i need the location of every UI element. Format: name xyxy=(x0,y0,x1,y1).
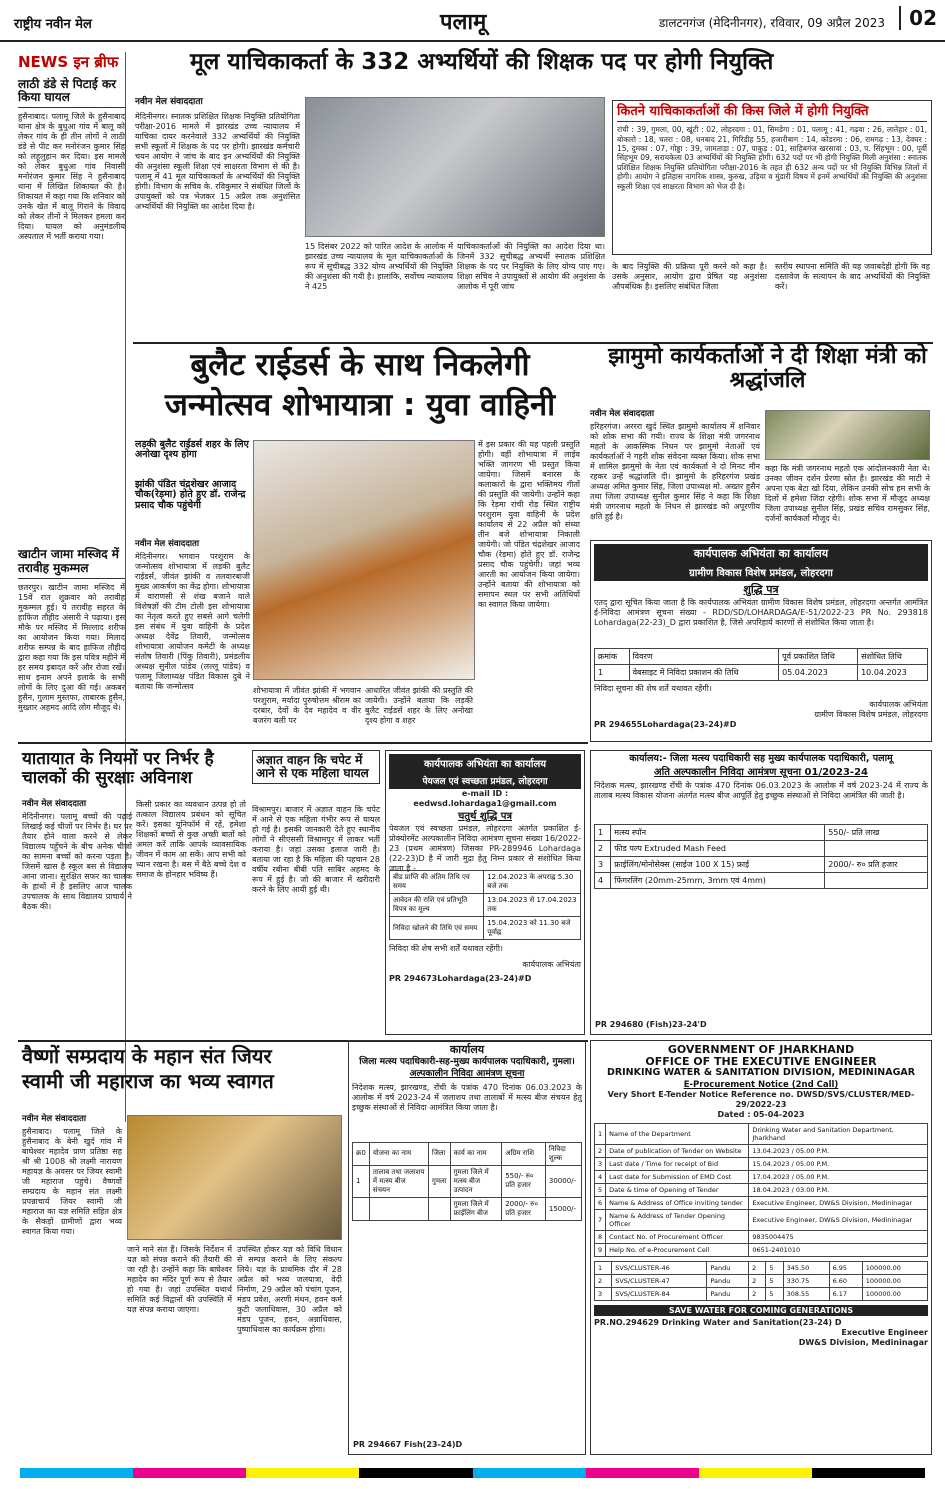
ad-rural-rest: निविदा सूचना की शेष शर्ते यथावत रहेंगी। xyxy=(594,684,712,694)
ad-fish-gumla-title-2: जिला मत्स्य पदाधिकारी-सह-मुख्य कार्यपालक पदाधिकारी, गुमला। xyxy=(359,1057,575,1068)
cell: क्र0 xyxy=(353,1142,370,1165)
cell: 7 xyxy=(595,1209,606,1230)
kicker-bullet-1: लड़की बुलैट राईडर्स शहर के लिए अनोखा दृश्य होगा xyxy=(135,439,249,461)
ad-rural-sign-1: कार्यपालक अभियंता xyxy=(869,700,928,710)
cell: 18.04.2023 / 03.00 P.M. xyxy=(749,1183,928,1196)
ad-dwsd-tender xyxy=(590,1040,932,1455)
cell: 2 xyxy=(749,1287,766,1300)
saint-col-2: जाने माने संत हैं। जिसके निर्देशन में यज्ञ को संपन्न कराने की तैयारी की जा रही है। उन्होंने कहा कि बाघेश्वर महादेव का मंदिर पूर्ण रूप से तैयार हो गया है। जहां उपस्थित यथार्थ समिति कई विद्वानों की उपस्थिति में यज्ञ संपन्न कराया जाएगा। xyxy=(127,1245,232,1314)
ad-water-title-2: पेयजल एवं स्वच्छता प्रमंडल, लोहरदगा xyxy=(389,772,581,789)
byline-bullet: नवीन मेल संवाददाता xyxy=(135,539,200,549)
teacher-col-3: याचिकाकर्ताओं की नियुक्ति का आदेश दिया था। जिनमें 332 सूचीबद्ध अभ्यर्थी स्नातक प्रशिक्षित शिक्षक के पद पर नियुक्ति के लिए योग्य पाए गए। शिक्षा सचिव ने उपायुक्तों से आयोग की अनुशंसा के आलोक में पूरी जांच xyxy=(457,242,605,291)
bullet-col-1: मेदिनीनगर। भगवान परशुराम के जन्मोत्सव शोभायात्रा में लड़की बुलैट राईडर्स, जीवंत झांकी व तलवारबाजी मुख्य आकर्षण का केंद्र होगा। शोभायात्रा में वाराणसी से शंख बजाने वाले विशेषज्ञों की टीम टोली इस शोभायात्रा का नेतृत्व करते हुए सबसे आगे चलेगी इस संबंध में युवा वाहिनी के प्रदेश अध्यक्ष देवेंद्र तिवारी, जन्मोत्सव शोभायात्रा आयोजन कमेटी के अध्यक्ष संतोष तिवारी (पिंकू तिवारी), प्रमंडलीय अध्यक्ष सुनील पांडेय (लल्लू पांडेय) व पलामू जिलाध्यक्ष पंडित विकास दुबे ने बताया कि जन्मोत्सव xyxy=(135,552,250,691)
saint-col-1: हुसैनाबाद। पलामू जिले के हुसैनाबाद के बेनी खुर्द गांव में बाघेश्वर महादेव प्राण प्रतिष्ठा सह श्री श्री 1008 श्री लक्ष्मी नारायण महायज्ञ के अवसर पर जियर स्वामी जी महाराज पहुंचे। वैष्णवों सम्प्रदाय के महान संत लक्ष्मी प्रपन्नाचार्य जियर स्वामी जी महाराज का यज्ञ समिति सहित क्षेत्र के सैकड़ों ग्रामीणों द्वारा भव्य स्वागत किया गया। xyxy=(22,1127,122,1236)
color-swatch xyxy=(473,1468,586,1478)
ad-water-r3b: 15.04.2023 को 11.30 बजे पूर्वाह्न xyxy=(484,917,581,940)
cell: 345.50 xyxy=(783,1261,829,1274)
cell: 4 xyxy=(595,1170,606,1183)
cell: कार्य का नाम xyxy=(450,1142,502,1165)
ad-water-sign: कार्यपालक अभियंता xyxy=(522,960,581,969)
cell: 17.04.2023 / 05.00 P.M. xyxy=(749,1170,928,1183)
ad-rural-col-sl: क्रमांक xyxy=(595,649,630,665)
cell: 5 xyxy=(766,1287,783,1300)
table-row xyxy=(595,841,928,857)
cell: 15.04.2023 / 05.00 P.M. xyxy=(749,1157,928,1170)
color-swatch xyxy=(699,1468,812,1478)
table-row xyxy=(595,1243,928,1256)
cell: 1 xyxy=(595,1123,606,1144)
headline-accident: अज्ञात वाहन कि चपेट में आने से एक महिला घायल xyxy=(252,750,380,784)
ad-water-body: पेयजल एवं स्वच्छता प्रमंडल, लोहरदगा अंतर्गत प्रकाशित ई-प्रोक्योरमेंट अल्पकालीन निविदा आमंत्रण सूचना संख्या 16/2022-23 (प्रथम आमंत्रण) जिसका PR-289946 Lohardaga (22-23)D है में जारी मुद्रा हेतु निम्न प्रकार से संशोधित किया जाता है - xyxy=(389,824,581,873)
cell: Drinking Water and Sanitation Department, Jharkhand xyxy=(749,1123,928,1144)
ad-dwsd-sign-2: DW&S Division, Medininagar xyxy=(798,1337,928,1347)
table-row xyxy=(595,1261,928,1274)
byline-jmm: नवीन मेल संवाददाता xyxy=(590,409,655,419)
page-number: 02 xyxy=(899,6,937,30)
district-box-body: रांची : 39, गुमला, 00, खूंटी : 02, लोहरदगा : 01, सिमडेगा : 01, पलामू : 41, गढ़वा : 26, लातेहार : 01, बोकारो : 18, चतरा : 08, धनबाद 21, गिरिडीह 55, हजारीबाग : 14, कोडरमा : 06, रामगढ़ : 13, देवघर : 15, दुमका : 07, गोड्डा : 39, जामताड़ा : 07, पाकुड़ : 01, साहिबगंज खरसावां : 03, प. सिंहभूम : 00, पूर्वी सिंहभूम 09, सरायकेला 03 अभ्यर्थियों की नियुक्ति होगी। 632 पदों पर भी होगी नियुक्ति मिली अनुशंसा : स्नातक प्रशिक्षित शिक्षक नियुक्ति प्रतियोगिता परीक्षा-2016 के तहत ही 632 अन्य पदों पर भी नियुक्ति विभिन्न जिलों में होगी। आयोग ने इतिहास नागरिक शास्त्र, कुरुख, उड़िया व मुंडारी विषय में इनमें अभ्यर्थियों की नियुक्ति की अनुशंसा स्कूली शिक्षा एवं साक्षरता विभाग को भेज दी है। xyxy=(617,125,927,191)
cell xyxy=(353,1197,370,1220)
ad-water-pr: PR 294673Lohardaga(23-24)#D xyxy=(389,974,532,983)
cell: 2000/- रु० प्रति हजार xyxy=(502,1197,546,1220)
cell: 2 xyxy=(595,841,611,857)
table-row xyxy=(353,1142,582,1165)
cell: 8 xyxy=(595,1230,606,1243)
ad-rural-col-old: पूर्व प्रकाशित तिथि xyxy=(779,649,858,665)
cell: SVS/CLUSTER-46 xyxy=(612,1261,707,1274)
cell: 3 xyxy=(595,857,611,873)
cell: 5 xyxy=(595,1183,606,1196)
cell: 2000/- रु० प्रति हजार xyxy=(825,857,928,873)
cell: 100000.00 xyxy=(862,1274,927,1287)
color-swatch xyxy=(359,1468,472,1478)
color-swatch xyxy=(586,1468,699,1478)
cell: निविदा शुल्क xyxy=(545,1142,581,1165)
ad-dwsd-ref: Very Short E-Tender Notice Reference no. DWSD/SVS/CLUSTER/MED-29/2022-23 xyxy=(607,1089,915,1109)
ad-dwsd-info-table xyxy=(594,1123,928,1257)
cell: फीड पल्प Extruded Mash Feed xyxy=(611,841,825,857)
cell: 1 xyxy=(353,1165,370,1197)
cell xyxy=(825,841,928,857)
ad-fish-palamu xyxy=(590,750,932,1035)
cell xyxy=(825,873,928,889)
cell: जिला xyxy=(428,1142,450,1165)
ad-dwsd-notice: E-Procurement Notice (2nd Call) xyxy=(683,1079,839,1090)
cell: 6.95 xyxy=(829,1261,862,1274)
cell: Pandu xyxy=(707,1261,749,1274)
cell: गुमला xyxy=(428,1165,450,1197)
cell: Executive Engineer, DW&S Division, Medininagar xyxy=(749,1209,928,1230)
cell: 308.55 xyxy=(783,1287,829,1300)
cell: Pandu xyxy=(707,1274,749,1287)
cell: 2 xyxy=(595,1144,606,1157)
headline-saint-2: स्वामी जी महाराज का भव्य स्वागत xyxy=(22,1069,274,1093)
byline-teacher: नवीन मेल संवाददाता xyxy=(135,97,203,107)
traffic-col-2: किसी प्रकार का व्यवधान उत्पन्न हो तो तत्काल विद्यालय प्रबंधन को सूचित करें। इसका यूनिफॉर्म में रहें, हमेशा शिक्षकों बच्चों से कुछ अच्छी बातों को अमल करें ताकि आपके व्यावसायिक जीवन में काम आ सकें। आप सभी को ध्यान रखना है। बस में बैठे बच्चे देश व समाज के होनहार भविष्य हैं। xyxy=(136,800,246,879)
table-row xyxy=(353,1165,582,1197)
table-row xyxy=(595,1144,928,1157)
district-box-title: कितने याचिकाकर्ताओं की किस जिले में होगी नियुक्ति xyxy=(617,105,927,122)
ad-rural-col-new: संशोधित तिथि xyxy=(858,649,928,665)
ad-fish-palamu-pr: PR 294680 (Fish)23-24'D xyxy=(595,1020,707,1029)
headline-bullet-1: बुलैट राईडर्स के साथ निकलेगी xyxy=(190,347,530,383)
cell: Name & Address of Tender Opening Officer xyxy=(606,1209,749,1230)
section-title: पलामू xyxy=(440,10,487,35)
news-brief-tag: NEWS इन ब्रीफ xyxy=(18,53,119,71)
cell: Last date for Submission of EMD Cost xyxy=(606,1170,749,1183)
ad-rural-row-old: 05.04.2023 xyxy=(779,665,858,681)
ad-dwsd-footer: SAVE WATER FOR COMING GENERATIONS xyxy=(594,1305,928,1316)
cell: 4 xyxy=(595,873,611,889)
ad-rural-pr: PR 294655Lohardaga(23-24)#D xyxy=(594,720,737,730)
saint-col-3: उपस्थित होकर यज्ञ को विधि विधान से सम्पन्न कराने के लिए संकल्प लिये। यज्ञ के प्राथमिक दौर में 28 अप्रैल को भव्य जलयात्रा, वेदी निर्माण, 29 अप्रैल को पंचांग पूजन, मंडप प्रवेश, अरणी मंथन, हवन कर्म कुटी जलाधिवास, 30 अप्रैल को मंडप पूजन, हवन, अन्नाधिवास, पुष्पाधिवास का कार्यक्रम होगा। xyxy=(237,1245,342,1334)
cell: 100000.00 xyxy=(862,1261,927,1274)
color-swatch xyxy=(246,1468,359,1478)
cell: मत्स्य स्पॉन xyxy=(611,825,825,841)
cell: 6.17 xyxy=(829,1287,862,1300)
headline-traffic: यातायात के नियमों पर निर्भर है चालकों की सुरक्षाः अविनाश xyxy=(22,749,214,788)
teacher-col-2: 15 दिसंबर 2022 को पारित आदेश के आलोक में झारखंड उच्च न्यायालय के मूल याचिकाकर्ताओं के रूप में सूचीबद्ध 332 योग्य अभ्यर्थियों की नियुक्ति की अनुशंसा की गयी है। हालांकि, सर्वोच्च न्यायालय ने 425 xyxy=(305,242,453,291)
cell: Contact No. of Procurement Officer xyxy=(606,1230,749,1243)
cell: 3 xyxy=(595,1157,606,1170)
cell: गुमला जिले में मत्स्य बीज उत्पादन xyxy=(450,1165,502,1197)
cell: 100000.00 xyxy=(862,1287,927,1300)
cell: Date of publication of Tender on Website xyxy=(606,1144,749,1157)
ad-fish-palamu-body: निदेशक मत्स्य, झारखण्ड राँची के पत्रांक 470 दिनांक 06.03.2023 के आलोक में वर्ष 2023-24 में राज्य के तालाब मत्स्य विकास योजना अंतर्गत मत्स्य बीज आपूर्ति हेतु इच्छुक संस्थाओं से निविदा आमंत्रित की जाती है। xyxy=(594,781,928,801)
saint-welcome-photo xyxy=(127,1115,342,1240)
ad-fish-gumla-notice: अल्पकालीन निविदा आमंत्रण सूचना xyxy=(409,1068,525,1079)
cell: Name of the Department xyxy=(606,1123,749,1144)
brief-headline-1: लाठी डंडे से पिटाई कर किया घायल xyxy=(18,78,125,108)
masthead xyxy=(0,0,945,42)
color-swatch xyxy=(20,1468,133,1478)
cell: 330.75 xyxy=(783,1274,829,1287)
brief-headline-2: खाटीन जामा मस्जिद में तरावीह मुकम्मल xyxy=(18,548,125,578)
cell: Date & time of Opening of Tender xyxy=(606,1183,749,1196)
cell: 6.60 xyxy=(829,1274,862,1287)
school-building-photo xyxy=(305,97,605,237)
ad-rural-col-desc: विवरण xyxy=(629,649,778,665)
cell: 0651-2401010 xyxy=(749,1243,928,1256)
ad-dwsd-sign-1: Executive Engineer xyxy=(841,1327,928,1337)
ad-water-title-1: कार्यपालक अभियंता का कार्यालय xyxy=(389,754,581,772)
cell: 6 xyxy=(595,1196,606,1209)
table-row xyxy=(595,873,928,889)
ad-dwsd-works-table xyxy=(594,1261,928,1301)
cell xyxy=(369,1197,428,1220)
ad-rural-title-1: कार्यपालक अभियंता का कार्यालय xyxy=(594,544,928,563)
headline-jmm: झामुमो कार्यकर्ताओं ने दी शिक्षा मंत्री को श्रद्धांजलि xyxy=(608,344,927,394)
cell: Pandu xyxy=(707,1287,749,1300)
ad-water-corrigendum xyxy=(385,750,585,1035)
cell: फ्राईलिंग/मोनोसेक्स (साईज 100 X 15) फ्राई xyxy=(611,857,825,873)
brief-body-1: हुसैनाबाद। पलामू जिले के हुसैनाबाद थाना क्षेत्र के बुधुआ गांव में बालू को लेकर गांव के ही तीन लोगों ने लाठी डंडे से पीट कर मनोरंजन कुमार सिंह को लहूलुहान कर दिया। इस मामले को लेकर बुधुआ गांव निवासी मनोरंजन कुमार सिंह ने हुसैनाबाद थाना में लिखित शिकायत की है। शिकायत में कहा गया कि शनिवार को उनके खेत में बालू गिराने के विवाद को लेकर तीनों ने मिलकर हमला कर दिया। घायल को अनुमंडलीय अस्पताल में भर्ती कराया गया। xyxy=(18,112,125,242)
ad-water-r2a: आवेदन की राशि एवं प्रतिभूति विपत्र का मूल्य xyxy=(390,894,484,917)
headline-teacher: मूल याचिकाकर्ता के 332 अभ्यर्थियों की शिक्षक पद पर होगी नियुक्ति xyxy=(190,49,774,75)
ad-fish-gumla-title: कार्यालय xyxy=(449,1043,485,1056)
ad-rural-table xyxy=(594,648,928,681)
table-row xyxy=(595,1170,928,1183)
cell: 9835004475 xyxy=(749,1230,928,1243)
bullet-col-2: शोभायात्रा में जीवंत झांकी में भगवान परशुराम, मर्यादा पुरुषोत्तम श्रीराम का दरबार, देवों के देव महादेव व वीर बजरंग बली पर xyxy=(253,686,361,725)
cell: Name & Address of Office inviting tender xyxy=(606,1196,749,1209)
ad-rural-title-2: ग्रामीण विकास विशेष प्रमंडल, लोहरदगा xyxy=(594,563,928,581)
cell: 13.04.2023 / 05.00 P.M. xyxy=(749,1144,928,1157)
cell: फिंगरलिंग (20mm-25mm, 3mm एवं 4mm) xyxy=(611,873,825,889)
table-row xyxy=(595,1196,928,1209)
table-row xyxy=(595,1157,928,1170)
ad-rural-row-sl: 1 xyxy=(595,665,630,681)
jmm-col-2: कहा कि मंत्री जगरनाथ महतो एक आंदोलनकारी नेता थे। उनका जीवन दर्शन प्रेरणा स्रोत है। झारखंड की माटी ने अपना एक बेटा खो दिया, लेकिन उनकी सोच हम सभी के दिलों में हमेशा जिंदा रहेगी। शोक सभा में मौजूद अध्यक्ष जिला उपाध्यक्ष सुनील सिंह, प्रखंड सचिव रामसुकर सिंह, दर्जनों कार्यकर्ता मौजूद थे। xyxy=(765,464,930,523)
teacher-col-1: मेदिनीनगर। स्नातक प्रशिक्षित शिक्षक नियुक्ति प्रतियोगिता परीक्षा-2016 मामले में झारखंड उच्च न्यायालय में याचिका दायर करनेवाले 332 अभ्यर्थियों की नियुक्ति सभी स्कूलों में शिक्षक के पद पर होगी। झारखंड कर्मचारी चयन आयोग ने जांच के बाद इन अभ्यर्थियों की नियुक्ति की अनुशंसा स्कूली शिक्षा एवं साक्षरता विभाग से की है। पलामू में 41 मूल याचिकाकर्ता के अभ्यर्थियों की नियुक्ति होगी। विभाग के सचिव के. रविकुमार ने संबंधित जिलों के उपायुक्तों को पत्र भेजकर 15 अप्रैल तक अनुशंसित अभ्यर्थियों की नियुक्ति का आदेश दिया है। xyxy=(135,112,300,211)
ad-water-notice: चतुर्थ शुद्धि पत्र xyxy=(458,811,512,822)
cell: 9 xyxy=(595,1243,606,1256)
cell: 1 xyxy=(595,1261,612,1274)
ad-water-r3a: निविदा खोलने की तिथि एवं समय xyxy=(390,917,484,940)
ad-water-email: e-mail ID : eedwsd.lohardaga1@gmail.com xyxy=(413,789,557,808)
cell: 5 xyxy=(766,1274,783,1287)
ad-rural-row-new: 10.04.2023 xyxy=(858,665,928,681)
ad-fish-gumla-table xyxy=(352,1142,582,1221)
cell: 2 xyxy=(749,1261,766,1274)
ad-dwsd-dated: Dated : 05-04-2023 xyxy=(717,1109,805,1119)
cell: योजना का नाम xyxy=(369,1142,428,1165)
ad-fish-palamu-table xyxy=(594,824,928,889)
byline-traffic: नवीन मेल संवाददाता xyxy=(22,799,87,809)
ad-water-r1b: 12.04.2023 के अपराह्न 5.30 बजे तक xyxy=(484,871,581,894)
ad-dwsd-division: DRINKING WATER & SANITATION DIVISION, MEDININAGAR xyxy=(606,1067,916,1079)
divider-rule-2 xyxy=(18,742,588,744)
bullet-col-4: में इस प्रकार की यह पहली प्रस्तुति होगी। वहीं शोभायात्रा में लाईव भक्ति जागरण भी प्रस्तुत किया जायेगा। जिसमें बनारस के कलाकारों के द्वारा भक्तिमय गीतों की प्रस्तुति की जायेगी। उन्होंने कहा कि रेड़मा रांची रोड़ स्थित राष्ट्रीय परशुराम युवा वाहिनी के प्रदेश कार्यालय से 22 अप्रैल को संध्या तीन बजे शोभायात्रा निकाली जायेगी। जो पंडित चंद्रशेखर आजाद चौक (रेड़मा) होते हुए डॉ. राजेन्द्र प्रसाद चौक पहुंचेगी। जहां भव्य आरती का आयोजन किया जायेगा। उन्होंने बताया की शोभायात्रा को समापन स्थल पर सभी अतिथियों का स्वागत किया जायेगा। xyxy=(478,440,580,609)
ad-fish-gumla-body: निदेशक मत्स्य, झारखण्ड, राँची के पत्रांक 470 दिनांक 06.03.2023 के आलोक में वर्ष 2023-24 में जलाशय तथा तालाबों में मत्स्य बीज संचयन हेतु इच्छुक संस्थाओं से निविदा आमंत्रित किया जाता है। xyxy=(352,1082,582,1112)
district-tail-1: के बाद नियुक्ति की प्रक्रिया पूरी करने को कहा है। उसके अनुसार, आयोग द्वारा प्रेषित यह अनुशंसा औपबंधिक है। इसलिए संबंधित जिला xyxy=(612,262,767,291)
table-row xyxy=(595,1123,928,1144)
cell: SVS/CLUSTER-47 xyxy=(612,1274,707,1287)
ad-rural-notice: शुद्धि पत्र xyxy=(743,583,779,596)
ad-fish-gumla-pr: PR 294667 Fish(23-24)D xyxy=(353,1440,463,1449)
table-row xyxy=(595,1287,928,1300)
table-row xyxy=(595,1209,928,1230)
ad-fish-palamu-notice: अति अल्पकालीन निविदा आमंत्रण सूचना 01/2023-24 xyxy=(654,767,868,779)
headline-bullet-2: जन्मोत्सव शोभायात्रा : युवा वाहिनी xyxy=(164,387,556,423)
cell: 1 xyxy=(595,825,611,841)
dateline: डालटनगंज (मेदिनीनगर), रविवार, 09 अप्रैल 2023 xyxy=(658,16,885,30)
ad-water-r1a: बीड प्राप्ति की अंतिम तिथि एवं समय xyxy=(390,871,484,894)
cell: Help No. of e-Procurement Cell xyxy=(606,1243,749,1256)
table-row xyxy=(595,857,928,873)
ad-rural-body: एतद् द्वारा सूचित किया जाता है कि कार्यपालक अभियंता ग्रामीण विकास विशेष प्रमंडल, लोहरदगा अन्तर्गत आमंत्रित ई-निविदा आमंत्रण सूचना संख्या - RDD/SD/LOHARDAGA/E-51/2022-23 PR No. 293818 Lohardaga(22-23)_D द्वारा प्रकाशित है, जिसे अपरिहार्य कारणों से संशोधित किया जाता है। xyxy=(594,598,928,628)
table-row xyxy=(595,1274,928,1287)
byline-saint: नवीन मेल संवाददाता xyxy=(22,1114,87,1124)
ad-dwsd-office: OFFICE OF THE EXECUTIVE ENGINEER xyxy=(645,1055,877,1069)
ad-water-rest: निविदा की शेष सभी शर्तें यथावत रहेंगी। xyxy=(389,944,503,953)
cell: गुमला जिले में फ्राईलिंग बीज xyxy=(450,1197,502,1220)
ad-fish-palamu-title: कार्यालय:- जिला मत्स्य पदाधिकारी सह मुख्य कार्यपालक पदाधिकारी, पलामू xyxy=(629,753,893,764)
ad-rural-row-desc: वेबसाइट में निविदा प्रकाशन की तिथि xyxy=(629,665,778,681)
cell: SVS/CLUSTER-84 xyxy=(612,1287,707,1300)
brief-body-2: छतरपुर। खाटीन जामा मस्जिद में 15वें रात शुक्रवार को तरावीह मुकम्मल हुई। ये तरावीह सहरत के हाफिज तौहीद अंसारी ने पढ़ाया। इस मौके पर मस्जिद में मिल्लाद शरीफ का आयोजन किया गया। मिलाद शरीफ सम्पन्न के बाद हाफिज तौहीद द्वारा कहा गया कि इस पवित्र महीने में हर समय इबादत करें और रोजा रखें। साथ इनाम अपने इलाके के सभी लोगों के लिए दुआ की गई। अकबर हुसैन, गुलाम मुस्तफा, ताबारक हुसैन, मुख्तार अहमद आदि लोग मौजूद थे। xyxy=(18,582,125,712)
ad-water-table xyxy=(389,870,581,940)
cell: 550/- प्रति लाख xyxy=(825,825,928,841)
jmm-col-1: हरिहरगंज। अरररा खुर्द स्थित झामुमो कार्यालय में शनिवार को शोक सभा की गयी। राज्य के शिक्षा मंत्री जगरनाथ महतो के आकस्मिक निधन पर झामुमो नेताओं एवं कार्यकर्ताओं ने गहरी शोक संवेदना व्यक्त किया। शोक सभा में शामिल झामुमो के नेता एवं कार्यकर्ता ने दो मिनट मौन रहकर उन्हें श्रद्धांजलि दी। झामुमो के हरिहरगंज प्रखंड अध्यक्ष अमित कुमार सिंह, जिला उपाध्यक्ष मो. अख्तर हुसैन तथा जिला उपाध्यक्ष सुनील कुमार सिंह ने कहा कि शिक्षा मंत्री जगरनाथ महतो के निधन से झारखंड को अपूरणीय क्षति हुई है। xyxy=(590,422,760,521)
parshuram-photo xyxy=(253,440,475,680)
cell: 30000/- xyxy=(545,1165,581,1197)
table-row xyxy=(353,1197,582,1220)
district-box xyxy=(612,100,932,255)
cell: 550/- रु० प्रति हजार xyxy=(502,1165,546,1197)
bullet-col-3: आधारित जीवंत झांकी की प्रस्तुति की जायेगी। उन्होंने बताया कि लड़की बुलैट राईडर्स शहर के लिए अनोखा दृश्य होगा व शहर xyxy=(365,686,473,725)
cell: Last date / Time for receipt of Bid xyxy=(606,1157,749,1170)
table-row xyxy=(595,1230,928,1243)
table-row xyxy=(595,1183,928,1196)
ad-fish-gumla xyxy=(348,1040,586,1455)
printer-color-bar xyxy=(20,1468,925,1478)
ad-dwsd-pr: PR.NO.294629 Drinking Water and Sanitation(23-24) D xyxy=(594,1317,842,1327)
ad-dwsd-gov: GOVERNMENT OF JHARKHAND xyxy=(667,1043,855,1056)
ad-rural-development xyxy=(590,540,932,742)
cell: 15000/- xyxy=(545,1197,581,1220)
cell xyxy=(428,1197,450,1220)
cell: तालाब तथा जलाशय में मत्स्य बीज संचयन xyxy=(369,1165,428,1197)
cell: अग्रिम राशि xyxy=(502,1142,546,1165)
district-tail-2: स्तरीय स्थापना समिति की यह जवाबदेही होगी कि वह दस्तावेज के सत्यापन के बाद अभ्यर्थियों की नियुक्ति करें। xyxy=(775,262,930,291)
cell: 3 xyxy=(595,1287,612,1300)
table-row xyxy=(595,825,928,841)
color-swatch xyxy=(133,1468,246,1478)
ad-water-r2b: 13.04.2023 से 17.04.2023 तक xyxy=(484,894,581,917)
traffic-col-1: मेदिनीनगर। पलामू बच्चों की पढ़ाई लिखाई कई चीजों पर निर्भर है। घर पर तैयार होने वाला करने से लेकर विद्यालय पहुँचने के बीच अनेक चीजों का सामना बच्चों को करना पड़ता है। जिसमें खास है स्कूल बस से विद्यालय आना जाना। सुरक्षित सफर का चालक के हाथों में है इसलिए आज चालक उपचालक के साथ विद्यालय प्राचार्य ने बैठक की। xyxy=(22,812,132,911)
brand-name: राष्ट्रीय नवीन मेल xyxy=(14,17,92,32)
accident-col: विश्रामपुर। बाजार में अज्ञात वाहन कि चपेट में आने से एक महिला गंभीर रूप से घायल हो गई है। इसकी जानकारी देते हुए स्थानीय लोगों ने सीएससी विश्रामपुर में लाकर भर्ती कराया है। जहां उसका इलाज जारी है। बताया जा रहा है कि महिला की पहचान 28 वर्षीय रबीना बीबी पति साबिर अहमद के रूप में हुई है। जो की बाजार में खरीदारी करने के लिए आयी हुई थी। xyxy=(252,805,380,894)
color-swatch xyxy=(812,1468,925,1478)
ad-rural-sign-2: ग्रामीण विकास विशेष प्रमंडल, लोहरदगा xyxy=(814,710,928,720)
cell: 5 xyxy=(766,1261,783,1274)
cell: 2 xyxy=(595,1274,612,1287)
jmm-meeting-photo xyxy=(765,410,930,460)
cell: Executive Engineer, DW&S Division, Medininagar xyxy=(749,1196,928,1209)
cell: 2 xyxy=(749,1274,766,1287)
headline-saint-1: वैष्णों सम्प्रदाय के महान संत जियर xyxy=(22,1044,272,1068)
kicker-bullet-2: झांकी पंडित चंद्रशेखर आजाद चौक(रेड़मा) होते हुए डॉ. राजेन्द्र प्रसाद चौक पहुंचेगी xyxy=(135,479,246,511)
